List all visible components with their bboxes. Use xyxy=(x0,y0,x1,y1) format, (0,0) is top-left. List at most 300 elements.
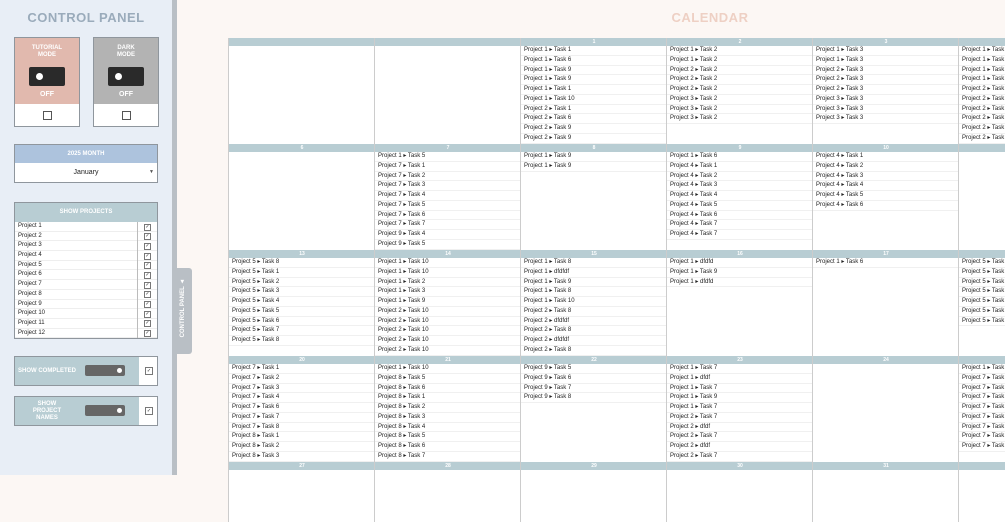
task-entry[interactable]: Project 1 ▸ dfdfdf xyxy=(521,268,667,278)
dark-mode-state: OFF xyxy=(119,91,133,98)
task-entry[interactable]: Project 2 ▸ Task 8 xyxy=(521,307,667,317)
show-project-names-label: SHOW PROJECT NAMES xyxy=(32,400,62,421)
task-entry[interactable]: Project 2 ▸ Task 9 xyxy=(521,134,667,144)
day-number xyxy=(959,38,1005,46)
task-entry[interactable]: Project 2 ▸ dfdf xyxy=(667,423,813,433)
calendar-day-cell[interactable] xyxy=(228,38,375,144)
project-filter-row[interactable] xyxy=(15,290,157,300)
project-filter-checkbox[interactable]: ✓ xyxy=(145,330,150,337)
task-entry[interactable]: Project 1 ▸ Task 6 xyxy=(667,152,813,162)
project-filter-checkbox[interactable]: ✓ xyxy=(145,242,150,249)
task-entry[interactable]: Project 2 ▸ Task 6 xyxy=(521,114,667,124)
day-number xyxy=(959,462,1005,470)
task-entry[interactable]: Project 8 ▸ Task 5 xyxy=(375,432,521,442)
task-entry[interactable]: Project 3 ▸ Task 3 xyxy=(813,114,959,124)
day-number: 14 xyxy=(375,250,521,258)
task-entry[interactable]: Project 1 ▸ Task 2 xyxy=(667,56,813,66)
task-entry[interactable]: Project 3 ▸ Task 3 xyxy=(813,95,959,105)
task-entry[interactable]: Project 2 ▸ Task 7 xyxy=(667,413,813,423)
day-number: 30 xyxy=(667,462,813,470)
calendar-day-cell[interactable] xyxy=(958,38,1005,144)
day-number: 1 xyxy=(521,38,667,46)
task-entry[interactable]: Project 2 ▸ Task 3 xyxy=(813,75,959,85)
day-number: 13 xyxy=(229,250,375,258)
day-number: 3 xyxy=(813,38,959,46)
calendar-day-cell[interactable] xyxy=(812,356,959,462)
task-entry[interactable]: Project 1 ▸ Task 3 xyxy=(813,56,959,66)
project-filter-checkbox[interactable]: ✓ xyxy=(145,252,150,259)
sidebar-divider xyxy=(172,0,177,475)
task-entry[interactable]: Project 1 ▸ Task 1 xyxy=(521,46,667,56)
project-filter-checkbox[interactable]: ✓ xyxy=(145,262,150,269)
calendar-day-cell[interactable] xyxy=(812,462,959,522)
task-entry[interactable]: Project 4 ▸ Task 6 xyxy=(667,211,813,221)
project-filter-row[interactable] xyxy=(15,329,157,339)
task-entry[interactable]: Project 2 ▸ Task 2 xyxy=(667,85,813,95)
task-entry[interactable]: Project 1 ▸ Task 9 xyxy=(521,162,667,172)
calendar-day-cell[interactable] xyxy=(228,144,375,250)
task-entry[interactable]: Project 4 ▸ Task 4 xyxy=(813,181,959,191)
day-number: 10 xyxy=(813,144,959,152)
task-entry[interactable]: Project 1 ▸ Task 7 xyxy=(667,403,813,413)
task-entry[interactable]: Project 7 ▸ Task xyxy=(959,393,1005,403)
task-entry[interactable]: Project 3 ▸ Task 2 xyxy=(667,105,813,115)
project-filter-checkbox[interactable]: ✓ xyxy=(145,310,150,317)
task-entry[interactable]: Project 8 ▸ Task 3 xyxy=(229,452,375,462)
task-entry[interactable]: Project 4 ▸ Task 5 xyxy=(813,191,959,201)
day-number xyxy=(229,38,375,46)
task-entry[interactable]: Project 8 ▸ Task 4 xyxy=(375,423,521,433)
project-filter-cell xyxy=(137,280,158,290)
calendar-day-cell[interactable] xyxy=(520,356,667,462)
show-completed-control xyxy=(14,356,158,386)
task-entry[interactable]: Project 1 ▸ Task 9 xyxy=(521,152,667,162)
day-number: 28 xyxy=(375,462,521,470)
switch-knob-icon xyxy=(117,368,122,373)
calendar-day-cell[interactable] xyxy=(374,38,521,144)
day-number: 21 xyxy=(375,356,521,364)
task-entry[interactable]: Project 4 ▸ Task 6 xyxy=(813,201,959,211)
day-number: 29 xyxy=(521,462,667,470)
task-entry[interactable]: Project 7 ▸ Task 2 xyxy=(229,374,375,384)
task-entry[interactable]: Project 2 ▸ Task 10 xyxy=(375,346,521,356)
task-entry[interactable]: Project 2 ▸ dfdf xyxy=(667,442,813,452)
show-project-names-switch[interactable] xyxy=(85,405,125,416)
task-entry[interactable]: Project 5 ▸ Task xyxy=(959,268,1005,278)
task-entry[interactable]: Project 4 ▸ Task 5 xyxy=(667,201,813,211)
project-filter-cell xyxy=(137,251,158,261)
project-filter-row[interactable] xyxy=(15,251,157,261)
calendar-week xyxy=(228,38,1005,144)
task-entry[interactable]: Project 1 ▸ Task 10 xyxy=(375,364,521,374)
task-entry[interactable]: Project 1 ▸ Task 1 xyxy=(521,85,667,95)
task-entry[interactable]: Project 2 ▸ Task xyxy=(959,95,1005,105)
task-entry[interactable]: Project 2 ▸ Task 8 xyxy=(521,346,667,356)
show-project-names-control xyxy=(14,396,158,426)
tutorial-mode-card xyxy=(14,37,80,127)
calendar-day-cell[interactable] xyxy=(520,38,667,144)
day-number: 6 xyxy=(229,144,375,152)
task-entry[interactable]: Project 1 ▸ Task 10 xyxy=(375,268,521,278)
task-entry[interactable]: Project 5 ▸ Task 8 xyxy=(229,258,375,268)
task-entry[interactable]: Project 2 ▸ Task 10 xyxy=(375,317,521,327)
day-number: 31 xyxy=(813,462,959,470)
task-entry[interactable]: Project 1 ▸ Task xyxy=(959,66,1005,76)
task-entry[interactable]: Project 5 ▸ Task xyxy=(959,297,1005,307)
task-entry[interactable]: Project 2 ▸ Task xyxy=(959,134,1005,144)
calendar-day-cell[interactable] xyxy=(520,462,667,522)
task-entry[interactable]: Project 4 ▸ Task 2 xyxy=(813,162,959,172)
project-filter-label: Project 4 xyxy=(18,252,42,259)
task-entry[interactable]: Project 1 ▸ Task xyxy=(959,75,1005,85)
show-completed-panel xyxy=(15,357,139,385)
task-entry[interactable]: Project 1 ▸ Task 10 xyxy=(521,297,667,307)
calendar-day-cell[interactable] xyxy=(958,144,1005,250)
task-entry[interactable]: Project 2 ▸ Task 10 xyxy=(375,336,521,346)
task-entry[interactable]: Project 1 ▸ Task 9 xyxy=(521,278,667,288)
project-filter-label: Project 9 xyxy=(18,300,42,307)
project-filter-row[interactable] xyxy=(15,309,157,319)
day-number: 23 xyxy=(667,356,813,364)
show-projects-panel xyxy=(14,202,158,339)
day-number: 22 xyxy=(521,356,667,364)
show-project-names-checkbox[interactable]: ✓ xyxy=(146,408,152,414)
tutorial-mode-panel xyxy=(15,38,79,104)
calendar-day-cell[interactable] xyxy=(666,462,813,522)
calendar-week xyxy=(228,356,1005,462)
task-entry[interactable]: Project 1 ▸ Task 6 xyxy=(813,258,959,268)
day-number: 15 xyxy=(521,250,667,258)
project-filter-label: Project 6 xyxy=(18,271,42,278)
task-entry[interactable]: Project 1 ▸ dfdfd xyxy=(667,278,813,288)
project-filter-cell xyxy=(137,319,158,329)
task-entry[interactable]: Project 3 ▸ Task 3 xyxy=(813,105,959,115)
control-panel-tab-label: CONTROL PANEL ◄ xyxy=(180,278,186,338)
task-entry[interactable]: Project 9 ▸ Task 5 xyxy=(521,364,667,374)
day-number: 16 xyxy=(667,250,813,258)
task-entry[interactable]: Project 2 ▸ dfdfdf xyxy=(521,336,667,346)
task-entry[interactable]: Project 2 ▸ Task 10 xyxy=(375,307,521,317)
task-entry[interactable]: Project 1 ▸ Task 3 xyxy=(813,46,959,56)
project-filter-row[interactable] xyxy=(15,319,157,329)
task-entry[interactable]: Project 4 ▸ Task 7 xyxy=(667,220,813,230)
task-entry[interactable]: Project 2 ▸ Task 7 xyxy=(667,452,813,462)
task-entry[interactable]: Project 7 ▸ Task xyxy=(959,384,1005,394)
calendar-day-cell[interactable] xyxy=(374,144,521,250)
project-filter-label: Project 10 xyxy=(18,310,46,317)
calendar-day-cell[interactable] xyxy=(228,462,375,522)
task-entry[interactable]: Project 7 ▸ Task 1 xyxy=(229,364,375,374)
task-entry[interactable]: Project 8 ▸ Task 6 xyxy=(375,442,521,452)
calendar-week xyxy=(228,462,1005,522)
task-entry[interactable]: Project 5 ▸ Task xyxy=(959,287,1005,297)
task-entry[interactable]: Project 5 ▸ Task 1 xyxy=(229,268,375,278)
task-entry[interactable]: Project 5 ▸ Task xyxy=(959,317,1005,327)
project-filter-row[interactable] xyxy=(15,270,157,280)
calendar-day-cell[interactable] xyxy=(812,144,959,250)
project-filter-checkbox[interactable]: ✓ xyxy=(145,291,150,298)
calendar-day-cell[interactable] xyxy=(520,250,667,356)
task-entry[interactable]: Project 2 ▸ Task 8 xyxy=(521,326,667,336)
task-entry[interactable]: Project 5 ▸ Task 5 xyxy=(229,307,375,317)
project-filter-label: Project 12 xyxy=(18,329,46,336)
task-entry[interactable]: Project 1 ▸ Task 2 xyxy=(375,278,521,288)
task-entry[interactable]: Project 1 ▸ Task 7 xyxy=(667,364,813,374)
tutorial-mode-label: TUTORIAL MODE xyxy=(31,45,63,58)
task-entry[interactable]: Project 1 ▸ Task 9 xyxy=(375,297,521,307)
task-entry[interactable]: Project 1 ▸ Task 9 xyxy=(667,393,813,403)
calendar-week xyxy=(228,250,1005,356)
chevron-down-icon[interactable]: ▼ xyxy=(149,169,154,175)
task-entry[interactable]: Project 5 ▸ Task 7 xyxy=(229,326,375,336)
calendar-day-cell[interactable] xyxy=(666,356,813,462)
day-number: 2 xyxy=(667,38,813,46)
task-entry[interactable]: Project 2 ▸ Task 1 xyxy=(521,105,667,115)
task-entry[interactable]: Project 2 ▸ Task 2 xyxy=(667,75,813,85)
task-entry[interactable]: Project 9 ▸ Task 8 xyxy=(521,393,667,403)
task-entry[interactable]: Project 7 ▸ Task 8 xyxy=(229,423,375,433)
task-entry[interactable]: Project 1 ▸ dfdf xyxy=(667,374,813,384)
project-filter-row[interactable] xyxy=(15,232,157,242)
day-number: 8 xyxy=(521,144,667,152)
project-filter-cell xyxy=(137,261,158,271)
project-filter-row[interactable] xyxy=(15,222,157,232)
task-entry[interactable]: Project 4 ▸ Task 3 xyxy=(813,172,959,182)
dark-mode-checkbox[interactable] xyxy=(122,111,131,120)
task-entry[interactable]: Project 4 ▸ Task 1 xyxy=(813,152,959,162)
project-filter-row[interactable] xyxy=(15,300,157,310)
project-filter-cell xyxy=(137,300,158,310)
task-entry[interactable]: Project 2 ▸ Task xyxy=(959,124,1005,134)
task-entry[interactable]: Project 1 ▸ Task 10 xyxy=(521,95,667,105)
project-list xyxy=(15,222,157,338)
project-filter-checkbox[interactable]: ✓ xyxy=(145,320,150,327)
project-filter-label: Project 7 xyxy=(18,281,42,288)
day-number xyxy=(959,356,1005,364)
task-entry[interactable]: Project 5 ▸ Task xyxy=(959,258,1005,268)
calendar-day-cell[interactable] xyxy=(666,144,813,250)
task-entry[interactable]: Project 1 ▸ Task xyxy=(959,364,1005,374)
month-header: 2025 MONTH xyxy=(15,145,157,163)
task-entry[interactable]: Project 2 ▸ Task 3 xyxy=(813,66,959,76)
dark-mode-switch[interactable] xyxy=(108,67,144,86)
dark-mode-label: DARK MODE xyxy=(117,45,135,58)
task-entry[interactable]: Project 4 ▸ Task 4 xyxy=(667,191,813,201)
task-entry[interactable]: Project 8 ▸ Task 3 xyxy=(375,413,521,423)
calendar-day-cell[interactable] xyxy=(812,250,959,356)
project-filter-cell xyxy=(137,290,158,300)
show-completed-label: SHOW COMPLETED xyxy=(18,367,76,374)
calendar-grid xyxy=(228,38,1005,488)
task-entry[interactable]: Project 1 ▸ Task 9 xyxy=(521,66,667,76)
task-entry[interactable]: Project 8 ▸ Task 7 xyxy=(375,452,521,462)
project-filter-checkbox[interactable]: ✓ xyxy=(145,271,150,278)
project-filter-cell xyxy=(137,309,158,319)
day-number: 24 xyxy=(813,356,959,364)
calendar-day-cell[interactable] xyxy=(228,250,375,356)
switch-knob-icon xyxy=(115,73,122,80)
day-number xyxy=(959,250,1005,258)
task-entry[interactable]: Project 9 ▸ Task 7 xyxy=(521,384,667,394)
task-entry[interactable]: Project 8 ▸ Task 2 xyxy=(375,403,521,413)
task-entry[interactable]: Project 7 ▸ Task xyxy=(959,432,1005,442)
day-number: 27 xyxy=(229,462,375,470)
task-entry[interactable]: Project 7 ▸ Task 6 xyxy=(375,211,521,221)
task-entry[interactable]: Project 4 ▸ Task 7 xyxy=(667,230,813,240)
day-number xyxy=(959,144,1005,152)
calendar-day-cell[interactable] xyxy=(374,462,521,522)
project-filter-checkbox[interactable]: ✓ xyxy=(145,223,150,230)
task-entry[interactable]: Project 2 ▸ Task 7 xyxy=(667,432,813,442)
project-filter-label: Project 8 xyxy=(18,290,42,297)
task-entry[interactable]: Project 8 ▸ Task 6 xyxy=(375,384,521,394)
task-entry[interactable]: Project 7 ▸ Task 1 xyxy=(375,162,521,172)
task-entry[interactable]: Project 1 ▸ Task 9 xyxy=(521,75,667,85)
calendar-day-cell[interactable] xyxy=(374,356,521,462)
project-filter-checkbox[interactable]: ✓ xyxy=(145,301,150,307)
task-entry[interactable]: Project 1 ▸ Task 8 xyxy=(521,287,667,297)
task-entry[interactable]: Project 7 ▸ Task 5 xyxy=(375,201,521,211)
task-entry[interactable]: Project 5 ▸ Task xyxy=(959,307,1005,317)
task-entry[interactable]: Project 7 ▸ Task xyxy=(959,442,1005,452)
task-entry[interactable]: Project 9 ▸ Task 6 xyxy=(521,374,667,384)
switch-knob-icon xyxy=(117,408,122,413)
task-entry[interactable]: Project 2 ▸ Task 2 xyxy=(667,66,813,76)
calendar-day-cell[interactable] xyxy=(958,356,1005,462)
project-filter-cell xyxy=(137,232,158,242)
calendar-day-cell[interactable] xyxy=(666,38,813,144)
project-filter-row[interactable] xyxy=(15,241,157,251)
task-entry[interactable]: Project 3 ▸ Task 2 xyxy=(667,114,813,124)
task-entry[interactable]: Project 3 ▸ Task 2 xyxy=(667,95,813,105)
project-filter-cell xyxy=(137,241,158,251)
calendar-title: CALENDAR xyxy=(671,10,749,25)
task-entry[interactable]: Project 9 ▸ Task 4 xyxy=(375,230,521,240)
task-entry[interactable]: Project 4 ▸ Task 2 xyxy=(667,172,813,182)
calendar-day-cell[interactable] xyxy=(812,38,959,144)
day-number xyxy=(375,38,521,46)
show-completed-switch[interactable] xyxy=(85,365,125,376)
month-value: January xyxy=(73,169,99,176)
task-entry[interactable]: Project 1 ▸ Task xyxy=(959,46,1005,56)
calendar-day-cell[interactable] xyxy=(666,250,813,356)
project-filter-label: Project 11 xyxy=(18,319,45,326)
project-filter-cell xyxy=(137,270,158,280)
task-entry[interactable]: Project 2 ▸ Task xyxy=(959,105,1005,115)
task-entry[interactable]: Project 7 ▸ Task xyxy=(959,413,1005,423)
task-entry[interactable]: Project 1 ▸ dfdfd xyxy=(667,258,813,268)
task-entry[interactable]: Project 5 ▸ Task 6 xyxy=(229,317,375,327)
task-entry[interactable]: Project 7 ▸ Task 7 xyxy=(375,220,521,230)
task-entry[interactable]: Project 1 ▸ Task 7 xyxy=(667,384,813,394)
day-number: 20 xyxy=(229,356,375,364)
calendar-day-cell[interactable] xyxy=(958,462,1005,522)
calendar-day-cell[interactable] xyxy=(374,250,521,356)
switch-knob-icon xyxy=(36,73,43,80)
project-filter-label: Project 3 xyxy=(18,242,42,249)
control-panel-title: CONTROL PANEL xyxy=(27,10,145,25)
task-entry[interactable]: Project 8 ▸ Task 1 xyxy=(375,393,521,403)
project-filter-checkbox[interactable]: ✓ xyxy=(145,233,150,240)
dark-mode-panel xyxy=(94,38,158,104)
task-entry[interactable]: Project 7 ▸ Task 4 xyxy=(375,191,521,201)
project-filter-row[interactable] xyxy=(15,280,157,290)
calendar-day-cell[interactable] xyxy=(520,144,667,250)
task-entry[interactable]: Project 2 ▸ dfdfdf xyxy=(521,317,667,327)
task-entry[interactable]: Project 7 ▸ Task xyxy=(959,423,1005,433)
task-entry[interactable]: Project 1 ▸ Task 2 xyxy=(667,46,813,56)
tutorial-mode-state: OFF xyxy=(40,91,54,98)
project-filter-cell xyxy=(137,222,158,232)
show-completed-checkbox[interactable]: ✓ xyxy=(146,368,152,374)
dark-mode-card xyxy=(93,37,159,127)
month-dropdown[interactable] xyxy=(15,163,157,182)
project-filter-cell xyxy=(137,329,158,339)
task-entry[interactable]: Project 1 ▸ Task 10 xyxy=(375,258,521,268)
month-selector xyxy=(14,144,158,183)
calendar-day-cell[interactable] xyxy=(958,250,1005,356)
task-entry[interactable]: Project 5 ▸ Task 4 xyxy=(229,297,375,307)
show-projects-header: SHOW PROJECTS xyxy=(15,203,157,222)
task-entry[interactable]: Project 1 ▸ Task 8 xyxy=(521,258,667,268)
task-entry[interactable]: Project 2 ▸ Task xyxy=(959,85,1005,95)
day-number: 9 xyxy=(667,144,813,152)
project-filter-label: Project 1 xyxy=(18,223,42,229)
task-entry[interactable]: Project 1 ▸ Task 9 xyxy=(667,268,813,278)
task-entry[interactable]: Project 8 ▸ Task 1 xyxy=(229,432,375,442)
task-entry[interactable]: Project 5 ▸ Task 3 xyxy=(229,287,375,297)
day-number: 17 xyxy=(813,250,959,258)
task-entry[interactable]: Project 4 ▸ Task 1 xyxy=(667,162,813,172)
task-entry[interactable]: Project 2 ▸ Task xyxy=(959,114,1005,124)
task-entry[interactable]: Project 2 ▸ Task 9 xyxy=(521,124,667,134)
task-entry[interactable]: Project 2 ▸ Task 3 xyxy=(813,85,959,95)
task-entry[interactable]: Project 5 ▸ Task xyxy=(959,278,1005,288)
control-panel-sidebar xyxy=(0,0,172,475)
task-entry[interactable]: Project 7 ▸ Task xyxy=(959,374,1005,384)
task-entry[interactable]: Project 1 ▸ Task xyxy=(959,56,1005,66)
tutorial-mode-switch[interactable] xyxy=(29,67,65,86)
control-panel-tab[interactable] xyxy=(173,268,192,354)
task-entry[interactable]: Project 8 ▸ Task 2 xyxy=(229,442,375,452)
task-entry[interactable]: Project 7 ▸ Task 3 xyxy=(375,181,521,191)
project-filter-checkbox[interactable]: ✓ xyxy=(145,281,150,288)
task-entry[interactable]: Project 1 ▸ Task 3 xyxy=(375,287,521,297)
task-entry[interactable]: Project 7 ▸ Task 6 xyxy=(229,403,375,413)
task-entry[interactable]: Project 8 ▸ Task 5 xyxy=(375,374,521,384)
day-number: 7 xyxy=(375,144,521,152)
task-entry[interactable]: Project 7 ▸ Task 3 xyxy=(229,384,375,394)
calendar-day-cell[interactable] xyxy=(228,356,375,462)
task-entry[interactable]: Project 5 ▸ Task 2 xyxy=(229,278,375,288)
tutorial-mode-checkbox[interactable] xyxy=(43,111,52,120)
task-entry[interactable]: Project 9 ▸ Task 5 xyxy=(375,240,521,250)
task-entry[interactable]: Project 1 ▸ Task 6 xyxy=(521,56,667,66)
task-entry[interactable]: Project 4 ▸ Task 3 xyxy=(667,181,813,191)
task-entry[interactable]: Project 5 ▸ Task 8 xyxy=(229,336,375,346)
project-filter-label: Project 5 xyxy=(18,261,42,268)
task-entry[interactable]: Project 1 ▸ Task 5 xyxy=(375,152,521,162)
task-entry[interactable]: Project 7 ▸ Task 2 xyxy=(375,172,521,182)
task-entry[interactable]: Project 7 ▸ Task 7 xyxy=(229,413,375,423)
project-filter-row[interactable] xyxy=(15,261,157,271)
show-project-names-panel xyxy=(15,397,139,425)
project-filter-label: Project 2 xyxy=(18,232,42,239)
task-entry[interactable]: Project 7 ▸ Task xyxy=(959,403,1005,413)
calendar-week xyxy=(228,144,1005,250)
task-entry[interactable]: Project 7 ▸ Task 4 xyxy=(229,393,375,403)
task-entry[interactable]: Project 2 ▸ Task 10 xyxy=(375,326,521,336)
